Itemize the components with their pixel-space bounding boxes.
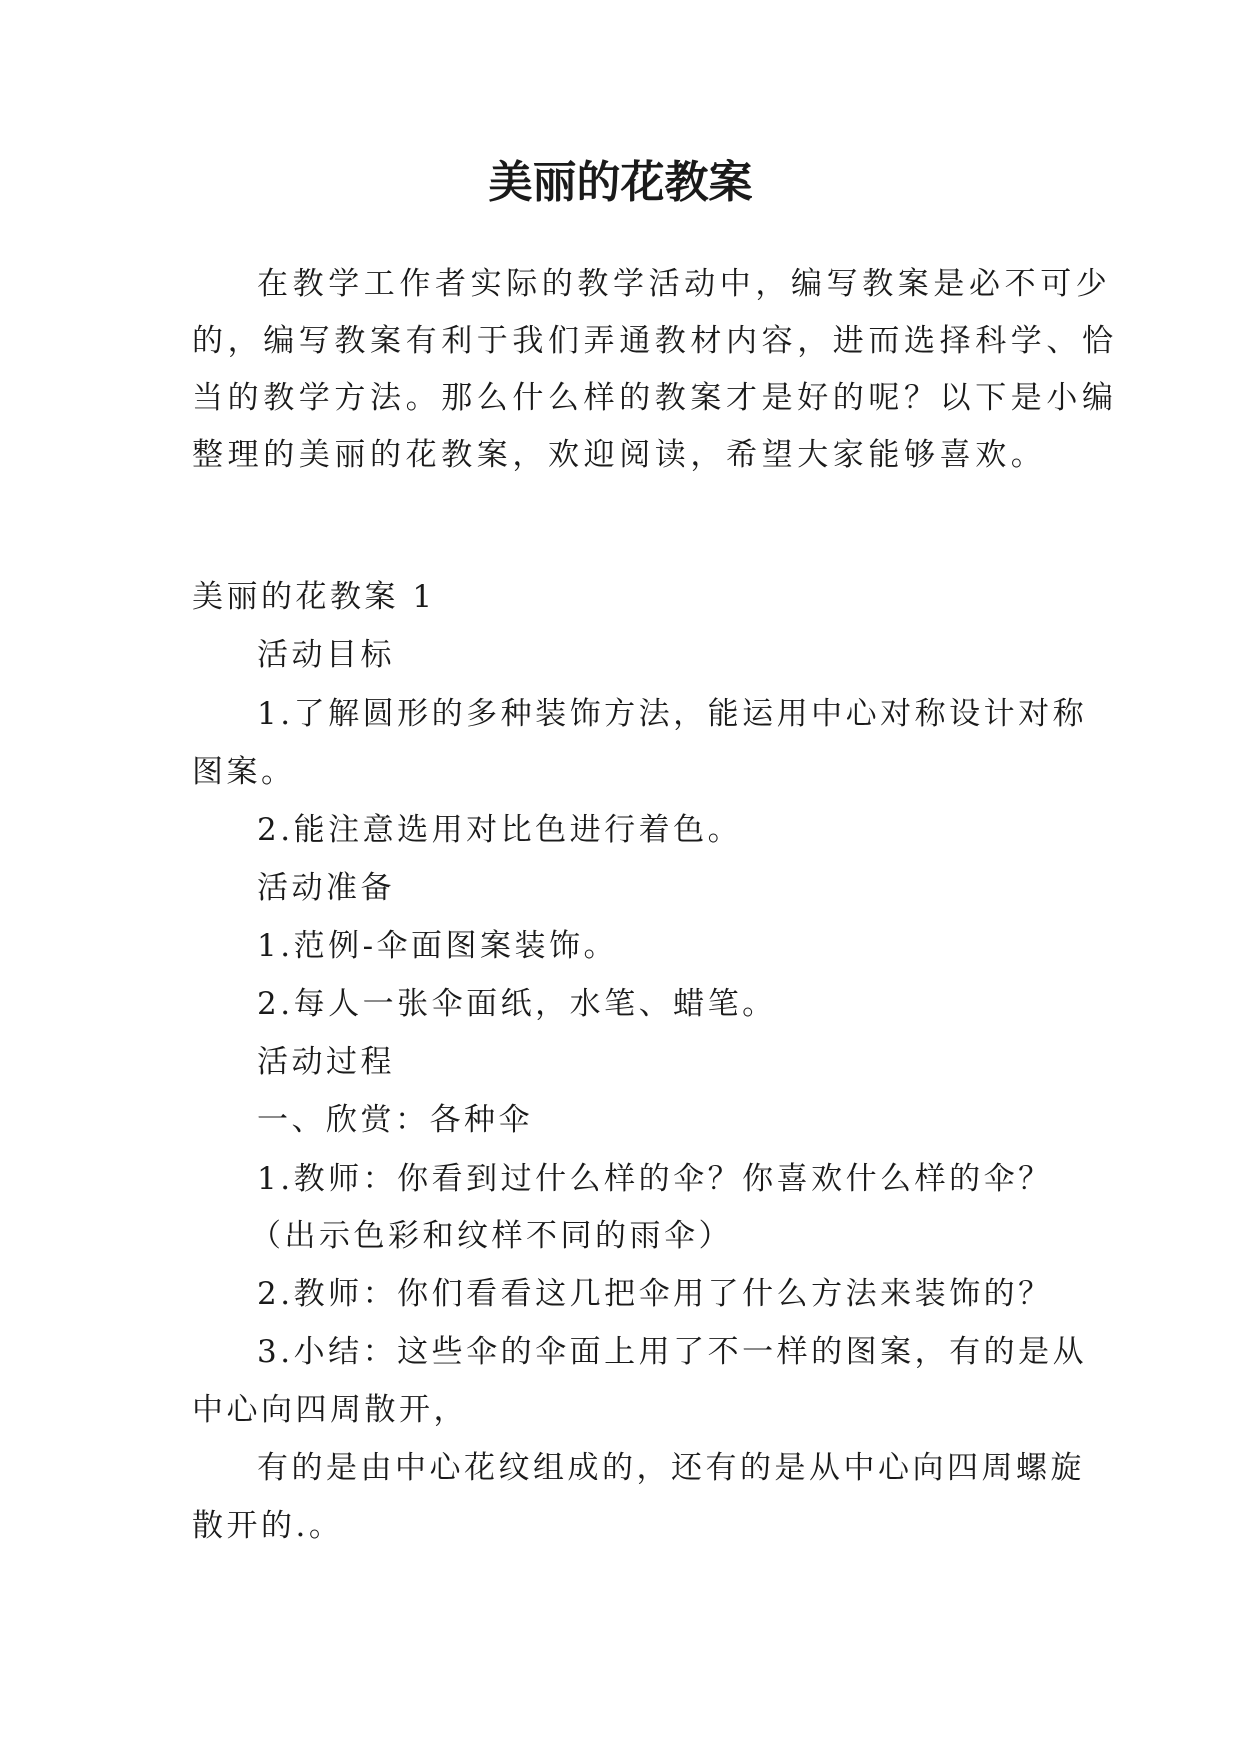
process-summary-line-1: 3.小结：这些伞的伞面上用了不一样的图案，有的是从 [257,1334,1088,1370]
process-question-2: 2.教师：你们看看这几把伞用了什么方法来装饰的？ [257,1276,1053,1312]
process-summary-line-4: 散开的.。 [192,1508,344,1544]
process-heading: 活动过程 [257,1044,395,1080]
intro-line-2: 的，编写教案有利于我们弄通教材内容，进而选择科学、恰 [192,323,1118,359]
prep-item-1: 1.范例-伞面图案装饰。 [257,928,619,964]
section-heading: 美丽的花教案 1 [192,579,436,615]
page-title: 美丽的花教案 [488,157,753,208]
prep-item-2: 2.每人一张伞面纸，水笔、蜡笔。 [257,986,777,1022]
intro-line-4: 整理的美丽的花教案，欢迎阅读，希望大家能够喜欢。 [192,437,1047,473]
goals-heading: 活动目标 [257,637,395,673]
process-summary-line-3: 有的是由中心花纹组成的，还有的是从中心向四周螺旋 [257,1450,1085,1486]
process-question-1: 1.教师：你看到过什么样的伞？你喜欢什么样的伞？ [257,1161,1053,1197]
goal-item-1-cont: 图案。 [192,754,296,790]
goal-item-2: 2.能注意选用对比色进行着色。 [257,812,743,848]
intro-line-1: 在教学工作者实际的教学活动中，编写教案是必不可少 [257,266,1112,302]
process-summary-line-2: 中心向四周散开， [192,1392,468,1428]
intro-line-3: 当的教学方法。那么什么样的教案才是好的呢？以下是小编 [192,380,1118,416]
process-step-1: 一、欣赏：各种伞 [257,1102,533,1138]
prep-heading: 活动准备 [257,870,395,906]
goal-item-1: 1.了解圆形的多种装饰方法，能运用中心对称设计对称 [257,696,1088,732]
process-question-1-note: （出示色彩和纹样不同的雨伞） [250,1218,733,1254]
